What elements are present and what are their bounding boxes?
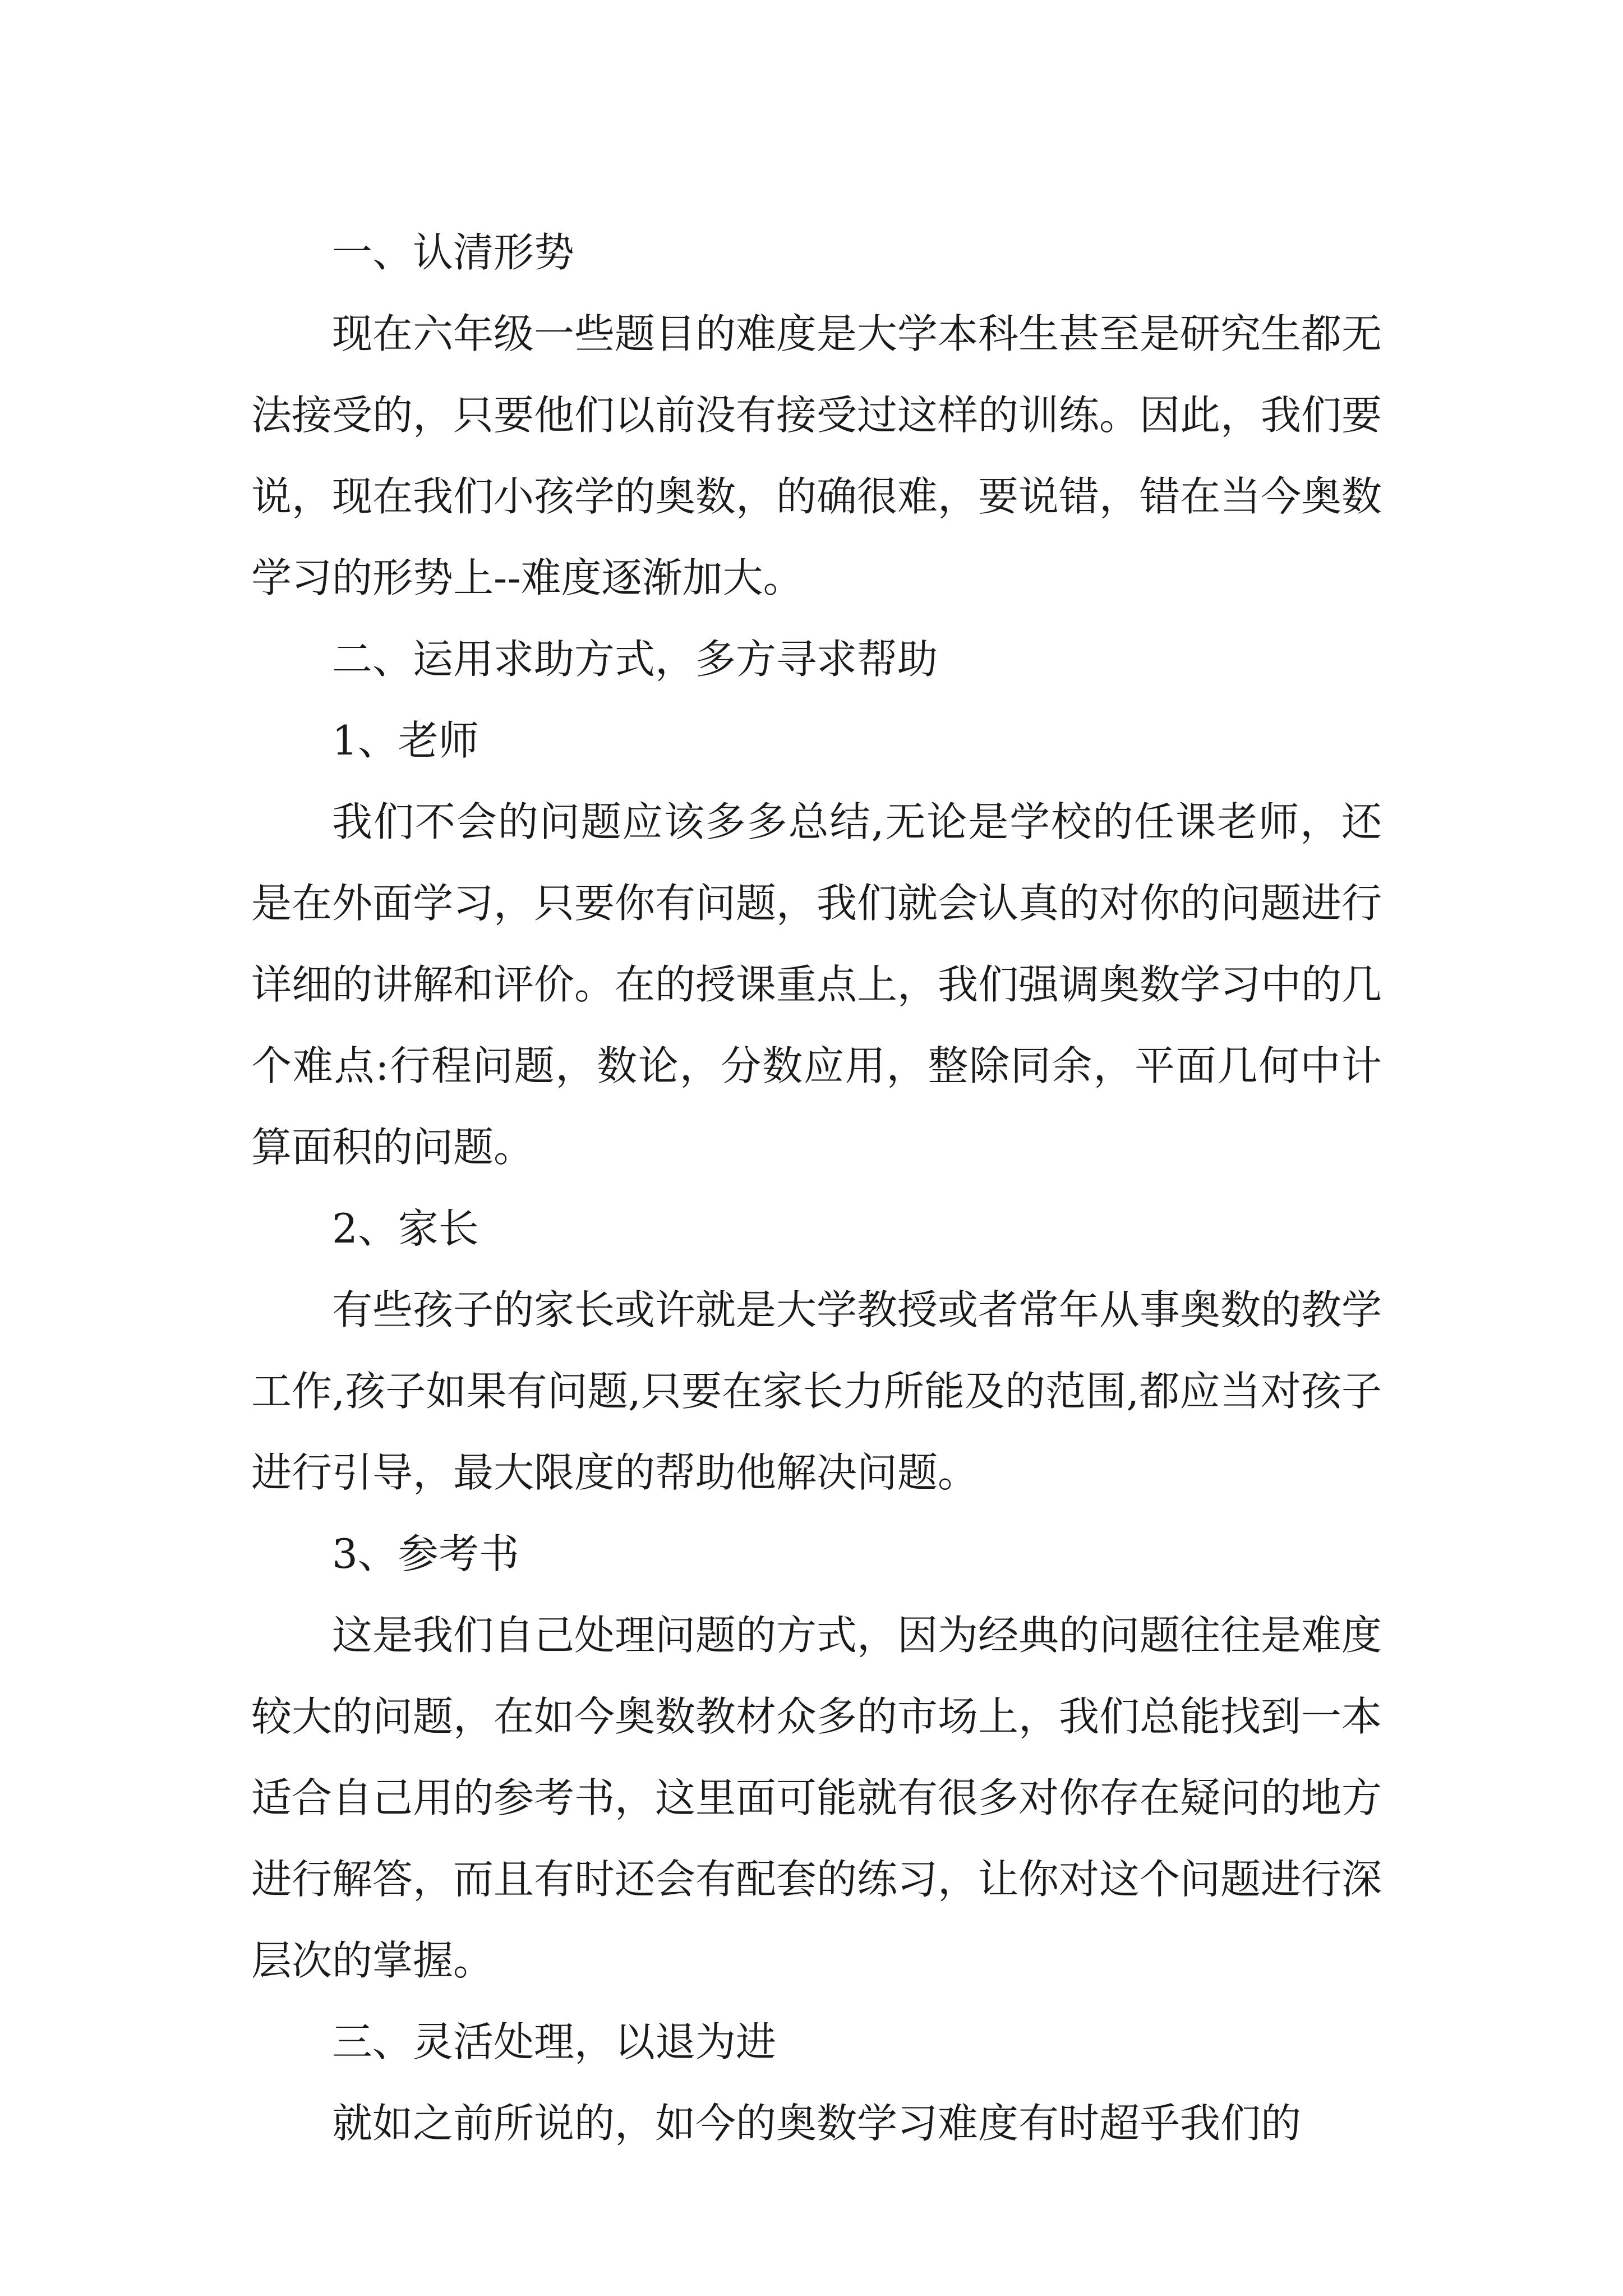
section-heading-3: 三、灵活处理，以退为进 [332, 2018, 777, 2065]
paragraph: 我们不会的问题应该多多总结,无论是学校的任课老师，还是在外面学习，只要你有问题，我们就会认真的对你的问题进行详细的讲解和评价。在的授课重点上，我们强调奥数学习中的几个难点:行程问题，数论，分数应用，整除同余，平面几何中计算面积的问题。 [251, 798, 1382, 1171]
section-heading-2: 二、运用求助方式，多方寻求帮助 [332, 636, 938, 683]
paragraph: 有些孩子的家长或许就是大学教授或者常年从事奥数的教学工作,孩子如果有问题,只要在家长力所能及的范围,都应当对孩子进行引导，最大限度的帮助他解决问题。 [251, 1286, 1382, 1496]
paragraph: 现在六年级一些题目的难度是大学本科生甚至是研究生都无法接受的，只要他们以前没有接受过这样的训练。因此，我们要说，现在我们小孩学的奥数，的确很难，要说错，错在当今奥数学习的形势上--难度逐渐加大。 [251, 310, 1382, 601]
section-heading-1: 一、认清形势 [332, 229, 575, 276]
subheading-reference-books: 3、参考书 [332, 1530, 519, 1577]
paragraph: 这是我们自己处理问题的方式，因为经典的问题往往是难度较大的问题，在如今奥数教材众多的市场上，我们总能找到一本适合自己用的参考书，这里面可能就有很多对你存在疑问的地方进行解答，而且有时还会有配套的练习，让你对这个问题进行深层次的掌握。 [251, 1612, 1382, 1984]
subheading-parents: 2、家长 [332, 1205, 479, 1252]
document-body [251, 212, 1382, 2164]
paragraph: 就如之前所说的，如今的奥数学习难度有时超乎我们的 [332, 2100, 1302, 2147]
subheading-teacher: 1、老师 [332, 717, 479, 764]
